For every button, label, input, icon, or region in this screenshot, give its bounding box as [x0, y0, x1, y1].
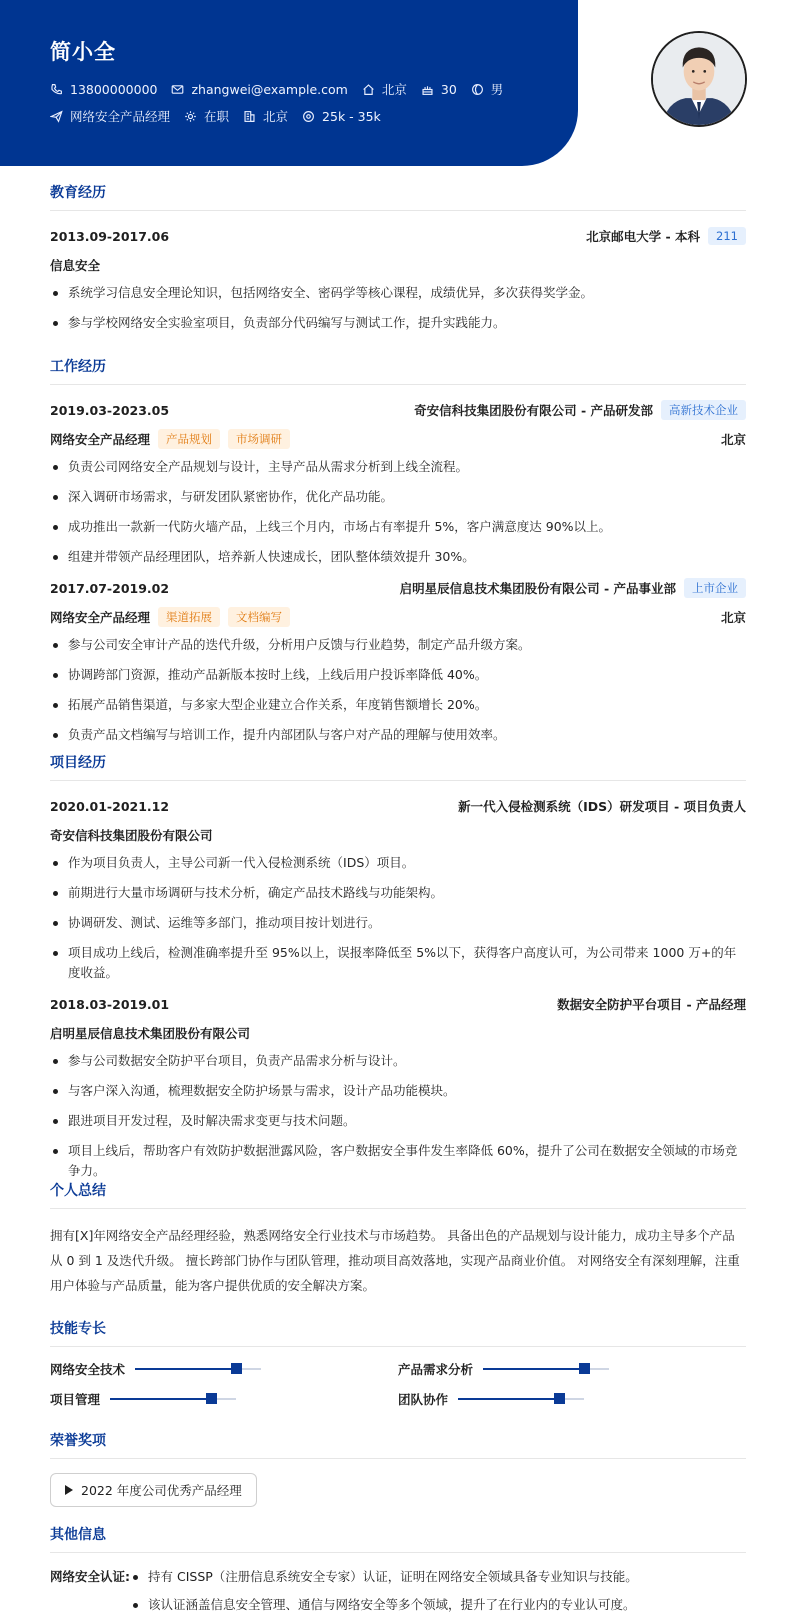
building-icon — [243, 110, 256, 123]
major-row — [50, 254, 746, 276]
project-name: 数据安全防护平台项目 - 产品经理 — [557, 997, 746, 1012]
projects-title: 项目经历 — [50, 752, 746, 781]
summary-section — [50, 1180, 746, 1298]
project-company-row — [50, 824, 746, 846]
skill-bar — [458, 1398, 584, 1400]
major-name: 信息安全 — [50, 258, 101, 273]
skill-item — [398, 1361, 746, 1377]
list-item: 跟进项目开发过程，及时解决需求变更与技术问题。 — [50, 1111, 746, 1131]
work-city: 北京 — [720, 610, 746, 625]
status-text: 在职 — [204, 109, 230, 124]
list-item: 参与公司安全审计产品的迭代升级，分析用户反馈与行业趋势，制定产品升级方案。 — [50, 635, 746, 655]
list-item: 该认证涵盖信息安全管理、通信与网络安全等多个领域，提升了在行业内的专业认可度。 — [128, 1595, 746, 1615]
project-row — [50, 993, 746, 1015]
work-period: 2019.03-2023.05 — [50, 402, 170, 418]
list-item: 成功推出一款新一代防火墙产品，上线三个月内，市场占有率提升 5%，客户满意度达 90%以上。 — [50, 517, 746, 537]
salary-info — [302, 109, 381, 124]
city-info — [243, 107, 288, 125]
age-info — [421, 82, 457, 97]
work-row — [50, 577, 746, 599]
other-info — [50, 1567, 746, 1623]
work-bullets — [50, 635, 746, 745]
gender-icon — [471, 83, 484, 96]
list-item: 参与公司数据安全防护平台项目，负责产品需求分析与设计。 — [50, 1051, 746, 1071]
education-row — [50, 225, 746, 247]
profile-photo — [653, 33, 745, 125]
skill-name: 网络安全技术 — [50, 1362, 126, 1377]
gear-icon — [184, 110, 197, 123]
project-company: 启明星辰信息技术集团股份有限公司 — [50, 1026, 251, 1041]
phone-info — [50, 82, 157, 97]
list-item: 负责产品文档编写与培训工作，提升内部团队与客户对产品的理解与使用效率。 — [50, 725, 746, 745]
other-label: 网络安全认证: — [50, 1569, 130, 1584]
role-name: 网络安全产品经理 — [50, 610, 151, 625]
list-item: 负责公司网络安全产品规划与设计，主导产品从需求分析到上线全流程。 — [50, 457, 746, 477]
award-item[interactable] — [50, 1473, 257, 1507]
role-row — [50, 428, 746, 450]
skills-grid — [50, 1361, 746, 1407]
skill-bar — [483, 1368, 609, 1370]
skill-knob — [554, 1393, 565, 1404]
gender-text: 男 — [490, 82, 504, 97]
work-row — [50, 399, 746, 421]
project-company-row — [50, 1022, 746, 1044]
location-text: 北京 — [381, 82, 407, 97]
home-icon — [362, 83, 375, 96]
position-text: 网络安全产品经理 — [70, 109, 171, 124]
skill-tag: 文档编写 — [228, 607, 290, 627]
work-section — [50, 356, 746, 755]
education-period: 2013.09-2017.06 — [50, 228, 170, 244]
list-item: 持有 CISSP（注册信息系统安全专家）认证，证明在网络安全领域具备专业知识与技能。 — [128, 1567, 746, 1587]
skill-bar — [110, 1398, 236, 1400]
awards-section — [50, 1430, 746, 1507]
projects-section — [50, 752, 746, 1191]
company-name: 奇安信科技集团股份有限公司 - 产品研发部 — [414, 403, 653, 418]
project-company: 奇安信科技集团股份有限公司 — [50, 828, 213, 843]
project-bullets — [50, 853, 746, 983]
mail-icon — [171, 83, 184, 96]
other-bullets — [128, 1567, 746, 1623]
email-info — [171, 82, 347, 97]
skill-knob — [231, 1363, 242, 1374]
list-item: 项目上线后，帮助客户有效防护数据泄露风险，客户数据安全事件发生率降低 60%，提升了公司在数据安全领域的市场竞争力。 — [50, 1141, 746, 1181]
project-period: 2018.03-2019.01 — [50, 996, 170, 1012]
list-item: 组建并带领产品经理团队，培养新人快速成长，团队整体绩效提升 30%。 — [50, 547, 746, 567]
summary-title: 个人总结 — [50, 1180, 746, 1209]
school-badge: 211 — [708, 227, 746, 245]
skill-knob — [579, 1363, 590, 1374]
project-period: 2020.01-2021.12 — [50, 798, 170, 814]
list-item: 作为项目负责人，主导公司新一代入侵检测系统（IDS）项目。 — [50, 853, 746, 873]
skill-tag: 市场调研 — [228, 429, 290, 449]
list-item: 协调研发、测试、运维等多部门，推动项目按计划进行。 — [50, 913, 746, 933]
city-text: 北京 — [263, 109, 289, 124]
skill-tag: 渠道拓展 — [158, 607, 220, 627]
skill-item — [50, 1361, 398, 1377]
gender-info — [471, 80, 504, 98]
location-info — [362, 80, 407, 98]
avatar — [651, 31, 747, 127]
list-item: 拓展产品销售渠道，与多家大型企业建立合作关系，年度销售额增长 20%。 — [50, 695, 746, 715]
project-row — [50, 795, 746, 817]
project-name: 新一代入侵检测系统（IDS）研发项目 - 项目负责人 — [458, 799, 746, 814]
skill-item — [50, 1391, 398, 1407]
award-text: 2022 年度公司优秀产品经理 — [81, 1483, 242, 1498]
phone-icon — [50, 83, 63, 96]
job-intent-row — [50, 107, 395, 125]
position-info — [50, 107, 170, 125]
skill-fill — [110, 1398, 211, 1400]
skill-fill — [483, 1368, 584, 1370]
candidate-name: 简小全 — [50, 40, 116, 64]
list-item: 系统学习信息安全理论知识，包括网络安全、密码学等核心课程，成绩优异，多次获得奖学金。 — [50, 283, 746, 303]
skills-section — [50, 1318, 746, 1407]
company-badge: 上市企业 — [684, 578, 746, 598]
skill-tag: 产品规划 — [158, 429, 220, 449]
company-badge: 高新技术企业 — [661, 400, 746, 420]
coin-icon — [302, 110, 315, 123]
skill-knob — [206, 1393, 217, 1404]
project-bullets — [50, 1051, 746, 1181]
phone-text: 13800000000 — [70, 81, 158, 97]
skill-fill — [135, 1368, 236, 1370]
work-title: 工作经历 — [50, 356, 746, 385]
work-city: 北京 — [720, 432, 746, 447]
school-name: 北京邮电大学 - 本科 — [586, 229, 701, 244]
role-name: 网络安全产品经理 — [50, 432, 151, 447]
salary-text: 25k - 35k — [322, 108, 381, 124]
status-info — [184, 107, 229, 125]
summary-text: 拥有[X]年网络安全产品经理经验，熟悉网络安全行业技术与市场趋势。 具备出色的产品规划与设计能力，成功主导多个产品从 0 到 1 及迭代升级。 擅长跨部门协作与团队管理，推动项目高效落地，实现产品商业价值。 对网络安全有深刻理解，注重用户体验与产品质量，能为客户提供优质的安全解决方案。 — [50, 1228, 740, 1293]
role-row — [50, 606, 746, 628]
list-item: 参与学校网络安全实验室项目，负责部分代码编写与测试工作，提升实践能力。 — [50, 313, 746, 333]
other-section — [50, 1524, 746, 1623]
list-item: 协调跨部门资源，推动产品新版本按时上线，上线后用户投诉率降低 40%。 — [50, 665, 746, 685]
email-text: zhangwei@example.com — [191, 81, 348, 97]
contact-row — [50, 80, 517, 98]
resume-header — [0, 0, 578, 166]
work-bullets — [50, 457, 746, 567]
skill-name: 团队协作 — [398, 1392, 449, 1407]
skill-name: 产品需求分析 — [398, 1362, 474, 1377]
play-icon — [65, 1485, 73, 1495]
education-bullets — [50, 283, 746, 333]
cake-icon — [421, 83, 434, 96]
skill-fill — [458, 1398, 559, 1400]
age-text: 30 — [440, 81, 457, 97]
awards-title: 荣誉奖项 — [50, 1430, 746, 1459]
other-title: 其他信息 — [50, 1524, 746, 1553]
list-item: 项目成功上线后，检测准确率提升至 95%以上，误报率降低至 5%以下，获得客户高度认可，为公司带来 1000 万+的年度收益。 — [50, 943, 746, 983]
work-period: 2017.07-2019.02 — [50, 580, 170, 596]
skill-bar — [135, 1368, 261, 1370]
list-item: 与客户深入沟通，梳理数据安全防护场景与需求，设计产品功能模块。 — [50, 1081, 746, 1101]
list-item: 深入调研市场需求，与研发团队紧密协作，优化产品功能。 — [50, 487, 746, 507]
education-section — [50, 182, 746, 343]
education-title: 教育经历 — [50, 182, 746, 211]
skill-name: 项目管理 — [50, 1392, 101, 1407]
skill-item — [398, 1391, 746, 1407]
company-name: 启明星辰信息技术集团股份有限公司 - 产品事业部 — [399, 581, 676, 596]
send-icon — [50, 110, 63, 123]
skills-title: 技能专长 — [50, 1318, 746, 1347]
list-item: 前期进行大量市场调研与技术分析，确定产品技术路线与功能架构。 — [50, 883, 746, 903]
